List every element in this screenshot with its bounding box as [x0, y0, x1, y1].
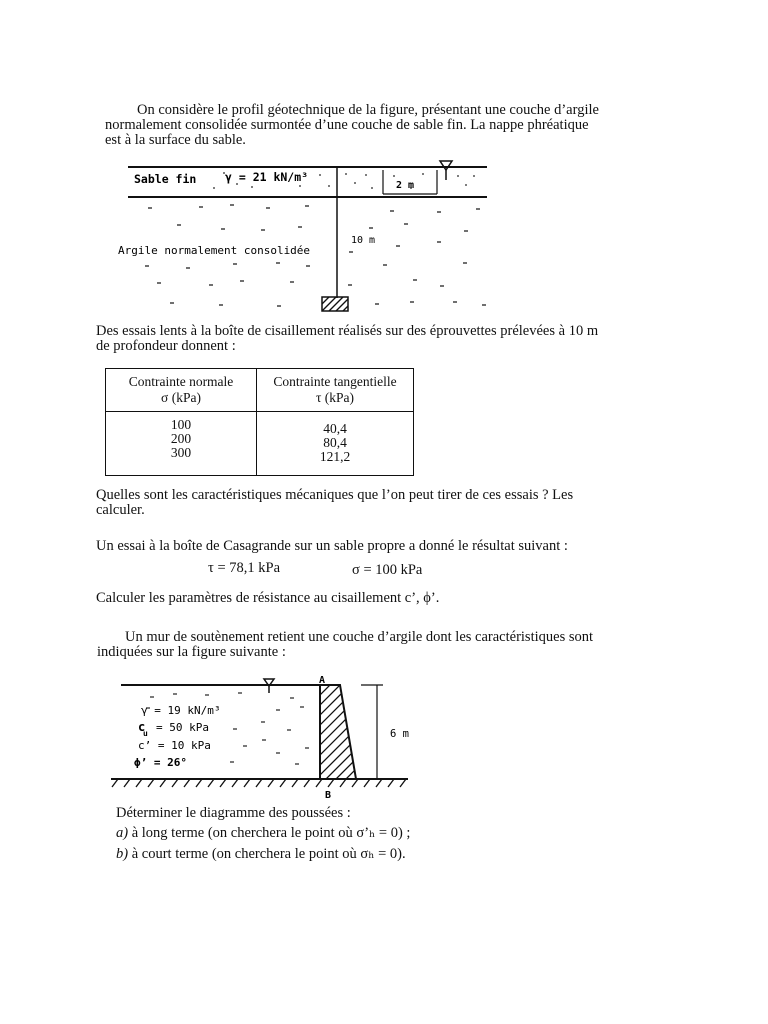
- intro-line-3: est à la surface du sable.: [105, 132, 246, 148]
- gamma-label: γ = 19 kN/m³: [141, 704, 221, 717]
- determine-item-b: [116, 846, 406, 862]
- question-1-line-1: Quelles sont les caractéristiques mécaniques que l’on peut tirer de ces essais ? Les: [96, 487, 574, 503]
- retaining-wall-intro: [97, 630, 593, 660]
- col-normal-stress-header: Contrainte normale σ (kPa): [106, 369, 257, 412]
- shear-stress-values: 40,4 80,4 121,2: [257, 412, 414, 476]
- clay-label: Argile normalement consolidée: [118, 244, 311, 257]
- shear-test-intro: [96, 324, 598, 354]
- table-header-row: [106, 369, 414, 412]
- casagrande-question: Calculer les paramètres de résistance au cisaillement c’, ϕ’.: [96, 590, 440, 606]
- sand-thickness-label: 2 m: [396, 180, 415, 191]
- wall-intro-line-1: Un mur de soutènement retient une couche d’argile dont les caractéristiques sont: [125, 629, 594, 645]
- retaining-wall-figure: [0, 660, 768, 800]
- phi-prime-label: ϕ’ = 26°: [134, 756, 187, 769]
- normal-stress-values: 100 200 300: [106, 412, 257, 476]
- question-1: [96, 488, 573, 518]
- intro-line-2: normalement consolidée surmontée d’une couche de sable fin. La nappe phréatique: [105, 117, 589, 133]
- question-1-line-2: calculer.: [96, 502, 145, 518]
- point-a-label: A: [319, 675, 326, 686]
- c-prime-label: c’ = 10 kPa: [138, 739, 211, 752]
- item-a-marker: a): [116, 825, 129, 841]
- soil-profile-figure: [0, 0, 768, 330]
- sand-gamma-label: γ = 21 kN/m³: [225, 170, 309, 184]
- cu-symbol-label: c: [138, 720, 146, 734]
- cu-value-label: = 50 kPa: [156, 721, 209, 734]
- shear-intro-line-1: Des essais lents à la boîte de cisaillement réalisés sur des éprouvettes prélevées à 10 m: [96, 323, 599, 339]
- wall-intro-line-2: indiquées sur la figure suivante :: [97, 644, 286, 660]
- shear-results-table: [105, 368, 414, 476]
- water-table-icon: [440, 161, 452, 170]
- intro-line-1: On considère le profil géotechnique de la figure, présentant une couche d’argile: [137, 102, 599, 118]
- col-shear-stress-header: Contrainte tangentielle τ (kPa): [257, 369, 414, 412]
- item-b-marker: b): [116, 846, 129, 862]
- table-row: [106, 412, 414, 476]
- height-label: 6 m: [390, 728, 409, 740]
- shear-intro-line-2: de profondeur donnent :: [96, 338, 236, 354]
- sample-block-icon: [322, 297, 348, 311]
- item-a-text: à long terme (on cherchera le point où σ’ₕ = 0) ;: [131, 825, 411, 841]
- cu-subscript-label: u: [143, 729, 148, 738]
- casagrande-sigma: σ = 100 kPa: [352, 562, 423, 578]
- point-b-label: B: [325, 790, 332, 800]
- determine-item-a: [116, 825, 410, 841]
- clay-depth-label: 10 m: [351, 235, 376, 246]
- item-b-text: à court terme (on cherchera le point où σₕ = 0).: [131, 846, 406, 862]
- sand-label: Sable fin: [134, 172, 197, 186]
- determine-heading: Déterminer le diagramme des poussées :: [116, 805, 351, 821]
- casagrande-intro: Un essai à la boîte de Casagrande sur un sable propre a donné le résultat suivant :: [96, 538, 568, 554]
- casagrande-tau: τ = 78,1 kPa: [208, 560, 281, 576]
